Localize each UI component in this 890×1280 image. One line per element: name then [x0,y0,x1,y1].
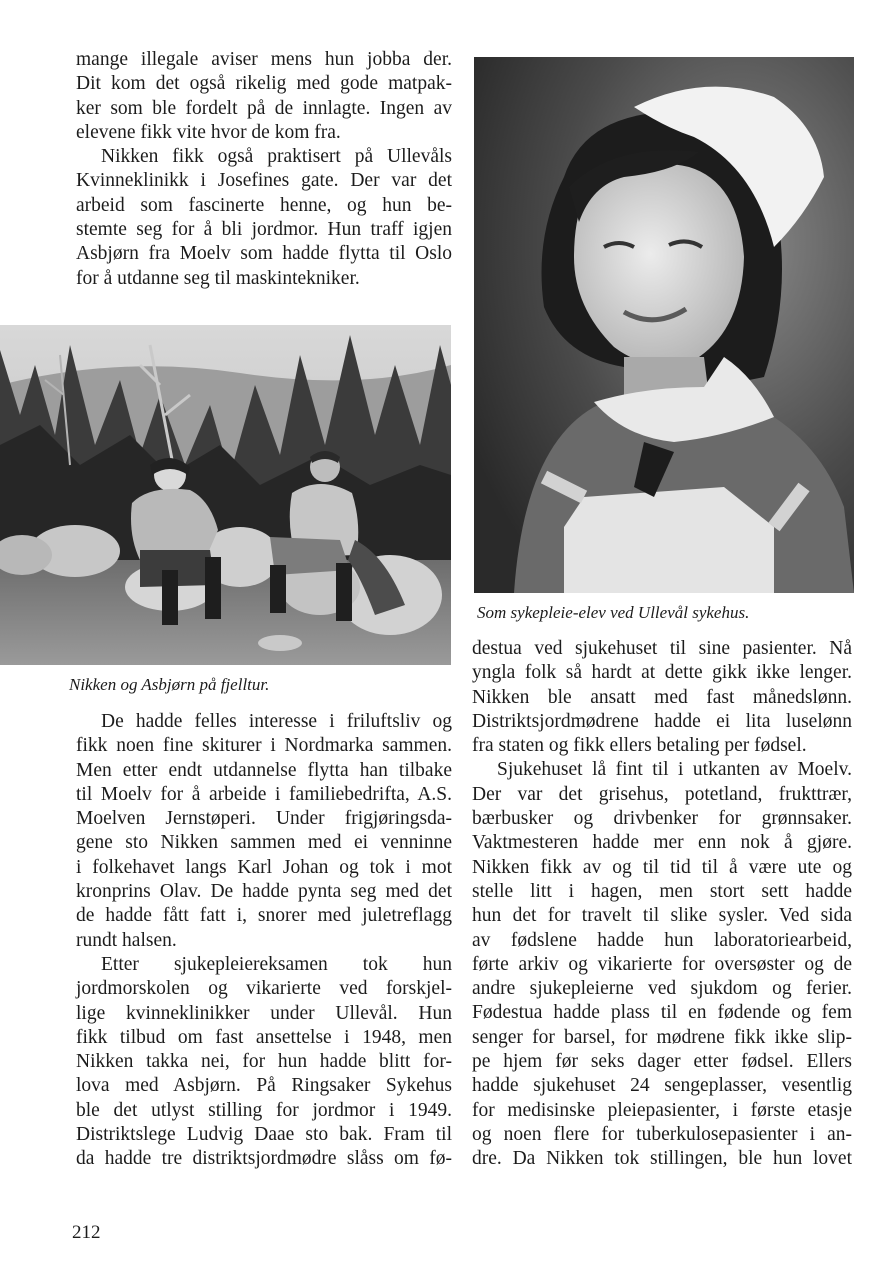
text-line: stelle litt i hagen, men stort sett hadde [472,880,852,902]
text-line: for medisinske pleiepasienter, i første etasje [472,1099,852,1121]
text-line: yngla folk så hardt at dette gikk ikke lenger. [472,662,852,684]
text-line: Nikken fikk av og til tid til å være ute og [472,856,852,878]
text-line: Kvinneklinikk i Josefines gate. Der var det [76,170,452,192]
text-line: kronprins Olav. De hadde pynta seg med det [76,881,452,903]
text-line: da hadde tre distriktsjordmødre slåss om fø- [76,1148,452,1170]
text-line: gene sto Nikken sammen med ei venninne [76,832,452,854]
text-line: dre. Da Nikken tok stillingen, ble hun lovet [472,1148,852,1170]
text-line: Der var det grisehus, potetland, frukttrær, [472,783,852,805]
text-line: Asbjørn fra Moelv som hadde flytta til Oslo [76,243,452,265]
text-line: Nikken ble ansatt med fast månedslønn. [472,686,852,708]
text-line: Distriktsjordmødrene hadde ei lita luselønn [472,710,852,732]
text-line: De hadde felles interesse i friluftsliv og [101,711,452,732]
text-line: ble det utlyst stilling for jordmor i 1949. [76,1099,452,1121]
text-line: Etter sjukepleiereksamen tok hun [101,953,452,975]
text-line: fikk noen fine skiturer i Nordmarka sammen. [76,735,452,757]
text-line: lova med Asbjørn. På Ringsaker Sykehus [76,1075,452,1097]
text-line: av fødslene hadde hun laboratoriearbeid, [472,929,852,951]
text-line: hun det for travelt til slike sysler. Ved sida [472,905,852,927]
text-line: mange illegale aviser mens hun jobba der. [76,49,452,70]
text-line: jordmorskolen og vikarierte ved forskjel- [76,978,452,1000]
text-line: Distriktslege Ludvig Daae sto bak. Fram til [76,1124,452,1146]
text-block-top-left [76,48,452,291]
mountain-photo-caption: Nikken og Asbjørn på fjelltur. [69,675,270,694]
text-line: til Moelv for å arbeide i familiebedrifta, A.S. [76,783,452,805]
text-line: Moelven Jernstøperi. Under frigjøringsda- [76,808,452,830]
text-line: pe hjem før seks dager etter fødsel. Ellers [472,1051,852,1073]
text-line: Men etter endt utdannelse flytta han tilbake [76,759,452,781]
text-line: for å utdanne seg til maskintekniker. [76,267,360,289]
text-line: stemte seg for å bli jordmor. Hun traff igjen [76,219,452,241]
text-line: Vaktmesteren hadde mer enn nok å gjøre. [472,832,852,854]
nurse-portrait-photo [474,57,854,593]
mountain-trip-photo [0,325,451,665]
portrait-photo-caption: Som sykepleie-elev ved Ullevål sykehus. [477,603,750,622]
text-line: ker som ble fordelt på de innlagte. Ingen av [76,97,452,119]
text-line: bærbusker og drivbenker for grønnsaker. [472,808,852,830]
text-line: fikk tilbud om fast ansettelse i 1948, men [76,1026,452,1048]
text-line: fra staten og fikk ellers betaling per fødsel. [472,735,807,757]
text-line: arbeid som fascinerte henne, og hun be- [76,194,452,216]
text-line: rundt halsen. [76,929,177,951]
text-line: Nikken takka nei, for hun hadde blitt for- [76,1051,452,1073]
text-line: førte arkiv og vikarierte for oversøster og de [472,953,852,975]
text-line: Nikken fikk også praktisert på Ullevåls [101,146,452,168]
text-line: Fødestua hadde plass til en fødende og fem [472,1002,852,1024]
text-line: andre sjukepleierne ved sjukdom og ferier. [472,978,852,1000]
text-line: Dit kom det også rikelig med gode matpak- [76,73,452,95]
text-line: i folkehavet langs Karl Johan og tok i mot [76,856,452,878]
text-line: hadde sjukehuset 24 sengeplasser, vesentlig [472,1075,852,1097]
text-line: senger for barsel, for mødrene fikk ikke slip- [472,1026,852,1048]
text-line: destua ved sjukehuset til sine pasienter. Nå [472,638,852,659]
text-line: Sjukehuset lå fint til i utkanten av Moelv. [497,759,852,781]
text-line: lige kvinneklinikker under Ullevål. Hun [76,1002,452,1024]
text-line: elevene fikk vite hvor de kom fra. [76,121,341,143]
text-line: og noen flere for tuberkulosepasienter i an- [472,1123,852,1145]
page-number: 212 [72,1222,101,1243]
text-block-bottom-left [76,710,452,1172]
text-line: de hadde fått fatt i, snorer med juletreflagg [76,905,452,927]
text-block-right [472,637,852,1172]
